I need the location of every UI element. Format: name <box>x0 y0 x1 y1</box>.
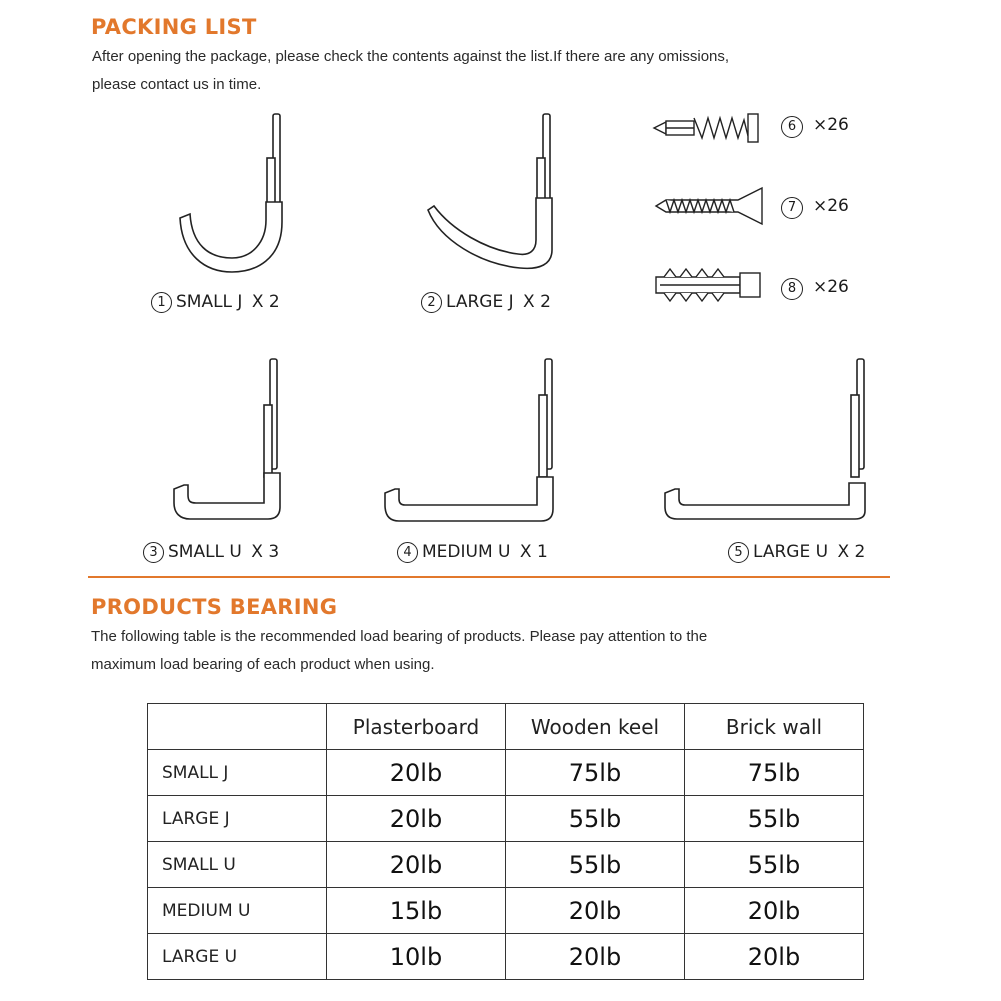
item-5-label <box>728 542 865 563</box>
table-row <box>148 750 864 796</box>
table-cell: 55lb <box>506 842 685 888</box>
plastic-anchor-icon <box>650 267 765 303</box>
hardware-6-qty: ×26 <box>813 115 849 135</box>
table-cell: 75lb <box>685 750 864 796</box>
table-cell: 55lb <box>685 842 864 888</box>
hardware-7-number: 7 <box>781 197 803 219</box>
drywall-anchor-icon <box>650 110 765 146</box>
item-1-label <box>151 292 280 313</box>
item-4-qty: X 1 <box>519 542 548 562</box>
screw-icon <box>652 186 767 226</box>
item-2-name: LARGE J <box>446 292 514 312</box>
table-cell: 55lb <box>506 796 685 842</box>
hardware-8-label <box>781 277 849 300</box>
item-3-number: 3 <box>143 542 164 563</box>
bearing-intro-line-2: maximum load bearing of each product when using. <box>91 656 435 673</box>
hardware-8-number: 8 <box>781 278 803 300</box>
row-name: MEDIUM U <box>148 888 327 934</box>
table-row <box>148 796 864 842</box>
packing-intro-line-1: After opening the package, please check the contents against the list.If there are any omissions, <box>92 48 730 65</box>
medium-u-hook-icon <box>375 355 565 525</box>
item-3-label <box>143 542 279 563</box>
table-cell: 20lb <box>327 750 506 796</box>
table-header-cell <box>148 704 327 750</box>
row-name: SMALL U <box>148 842 327 888</box>
item-1-name: SMALL J <box>176 292 243 312</box>
packing-list-title: PACKING LIST <box>91 15 257 39</box>
item-1-qty: X 2 <box>251 292 280 312</box>
item-4-number: 4 <box>397 542 418 563</box>
table-cell: 20lb <box>685 934 864 980</box>
table-row <box>148 934 864 980</box>
item-3-name: SMALL U <box>168 542 242 562</box>
packing-intro-line-2: please contact us in time. <box>92 76 262 93</box>
hardware-8-qty: ×26 <box>813 277 849 297</box>
load-bearing-table <box>147 703 864 980</box>
table-cell: 15lb <box>327 888 506 934</box>
item-5-name: LARGE U <box>753 542 829 562</box>
small-u-hook-icon <box>160 355 300 525</box>
item-4-label <box>397 542 548 563</box>
item-5-number: 5 <box>728 542 749 563</box>
table-header-cell: Brick wall <box>685 704 864 750</box>
item-4-name: MEDIUM U <box>422 542 511 562</box>
row-name: SMALL J <box>148 750 327 796</box>
large-j-hook-icon <box>420 110 570 280</box>
products-bearing-title: PRODUCTS BEARING <box>91 595 338 619</box>
hardware-6-number: 6 <box>781 116 803 138</box>
bearing-intro-line-1: The following table is the recommended load bearing of products. Please pay attention to the <box>91 628 708 645</box>
table-cell: 20lb <box>506 888 685 934</box>
item-5-qty: X 2 <box>837 542 866 562</box>
item-2-qty: X 2 <box>523 292 551 312</box>
table-row <box>148 842 864 888</box>
table-header-cell: Plasterboard <box>327 704 506 750</box>
hardware-7-label <box>781 196 849 219</box>
table-cell: 20lb <box>506 934 685 980</box>
table-header-row <box>148 704 864 750</box>
large-u-hook-icon <box>655 355 880 525</box>
table-cell: 55lb <box>685 796 864 842</box>
item-2-label <box>421 292 551 313</box>
hardware-7-qty: ×26 <box>813 196 849 216</box>
table-cell: 20lb <box>327 842 506 888</box>
bearing-intro <box>91 623 707 679</box>
hardware-6-label <box>781 115 849 138</box>
small-j-hook-icon <box>170 110 300 280</box>
table-cell: 20lb <box>685 888 864 934</box>
table-header-cell: Wooden keel <box>506 704 685 750</box>
item-1-number: 1 <box>151 292 172 313</box>
table-row <box>148 888 864 934</box>
table-cell: 75lb <box>506 750 685 796</box>
packing-intro <box>92 43 729 99</box>
table-cell: 20lb <box>327 796 506 842</box>
item-3-qty: X 3 <box>251 542 280 562</box>
table-cell: 10lb <box>327 934 506 980</box>
row-name: LARGE U <box>148 934 327 980</box>
item-2-number: 2 <box>421 292 442 313</box>
row-name: LARGE J <box>148 796 327 842</box>
section-divider <box>88 576 890 578</box>
